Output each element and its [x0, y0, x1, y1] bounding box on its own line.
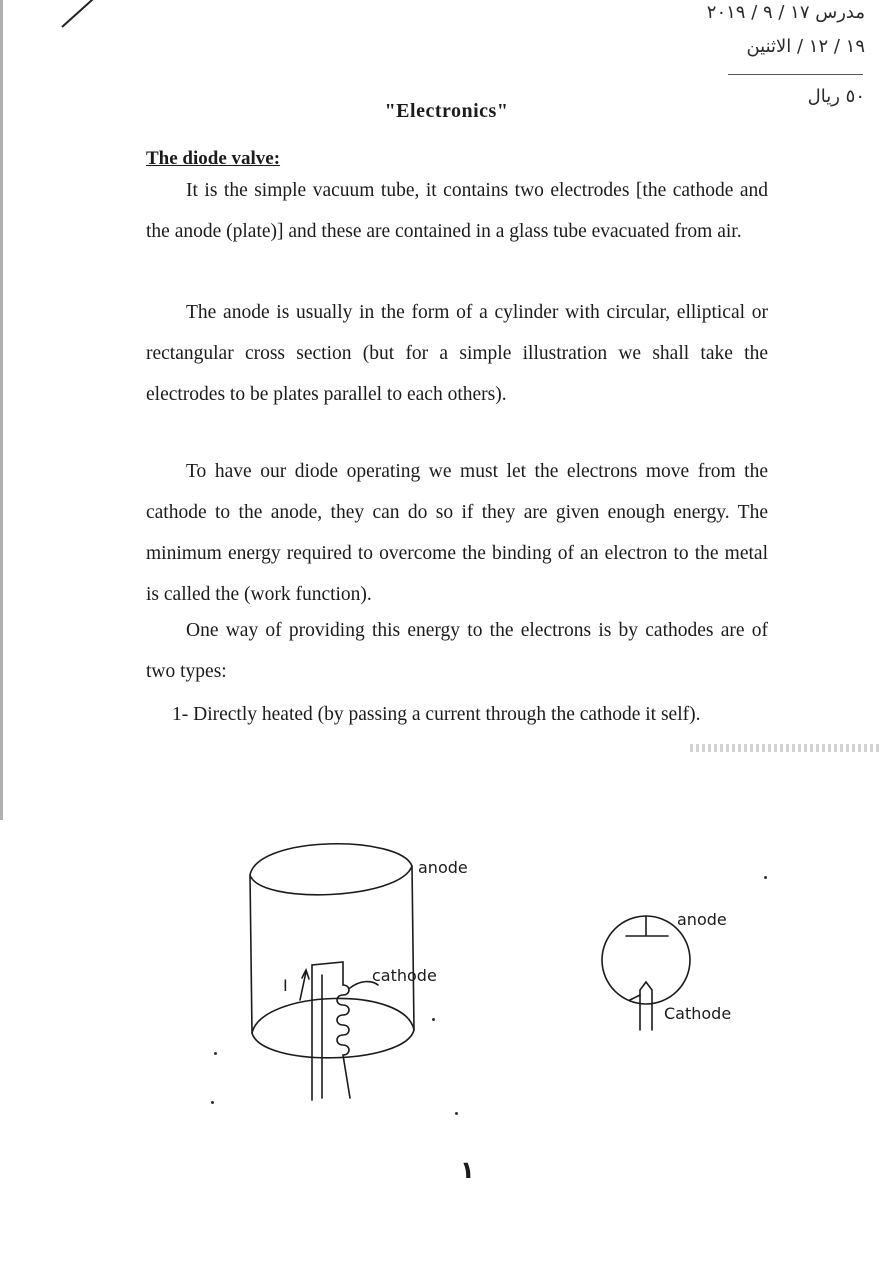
paragraph-3-text: To have our diode operating we must let the electrons move from the cathode to the anode, they can do so if they are given enough energy. The minimum energy required to overcome the binding of an electron to the metal is called the (work function).	[146, 461, 768, 605]
paragraph-4-text: One way of providing this energy to the electrons is by cathodes are of two types:	[146, 620, 768, 682]
figure-right-anode-label: anode	[677, 910, 727, 929]
scan-speck	[211, 1101, 214, 1104]
scan-speck	[432, 1018, 435, 1021]
list-item-1: 1- Directly heated (by passing a current through the cathode it self).	[172, 704, 701, 725]
diode-symbol-cathode	[640, 982, 652, 1030]
scan-speck	[455, 1112, 458, 1115]
scan-speck	[764, 876, 767, 879]
figure-left-anode-label: anode	[418, 858, 468, 877]
paragraph-1-text: It is the simple vacuum tube, it contains two electrodes [the cathode and the anode (plate)] and these are contained in a glass tube evacuated from air.	[146, 180, 768, 242]
paragraph-2-text: The anode is usually in the form of a cylinder with circular, elliptical or rectangular cross section (but for a simple illustration we shall take the electrodes to be plates parallel to each others).	[146, 302, 768, 405]
anode-cylinder-bottom	[252, 998, 414, 1057]
scan-speck	[214, 1052, 217, 1055]
diode-symbol-cathode-arm	[630, 995, 640, 1000]
anode-cylinder-left-wall	[250, 875, 252, 1033]
handwritten-note-1: مدرس ١٧ / ٩ / ٢٠١٩	[706, 2, 865, 23]
figure-right-cathode-label: Cathode	[664, 1004, 732, 1023]
cathode-filament	[312, 962, 343, 1100]
anode-cylinder-right-wall	[412, 866, 414, 1030]
figure-left-cathode-label: cathode	[372, 966, 437, 985]
cathode-coil	[337, 985, 350, 1098]
handwritten-note-2: ١٩ / ١٢ / الاثنين	[746, 36, 865, 57]
anode-cylinder-top	[250, 844, 412, 895]
page-number: ١	[460, 1156, 475, 1184]
figure-left-current-label: I	[283, 976, 288, 995]
section-heading: The diode valve:	[146, 148, 281, 169]
handwritten-note-3: ٥٠ ريال	[807, 86, 865, 107]
document-title: "Electronics"	[384, 100, 509, 122]
